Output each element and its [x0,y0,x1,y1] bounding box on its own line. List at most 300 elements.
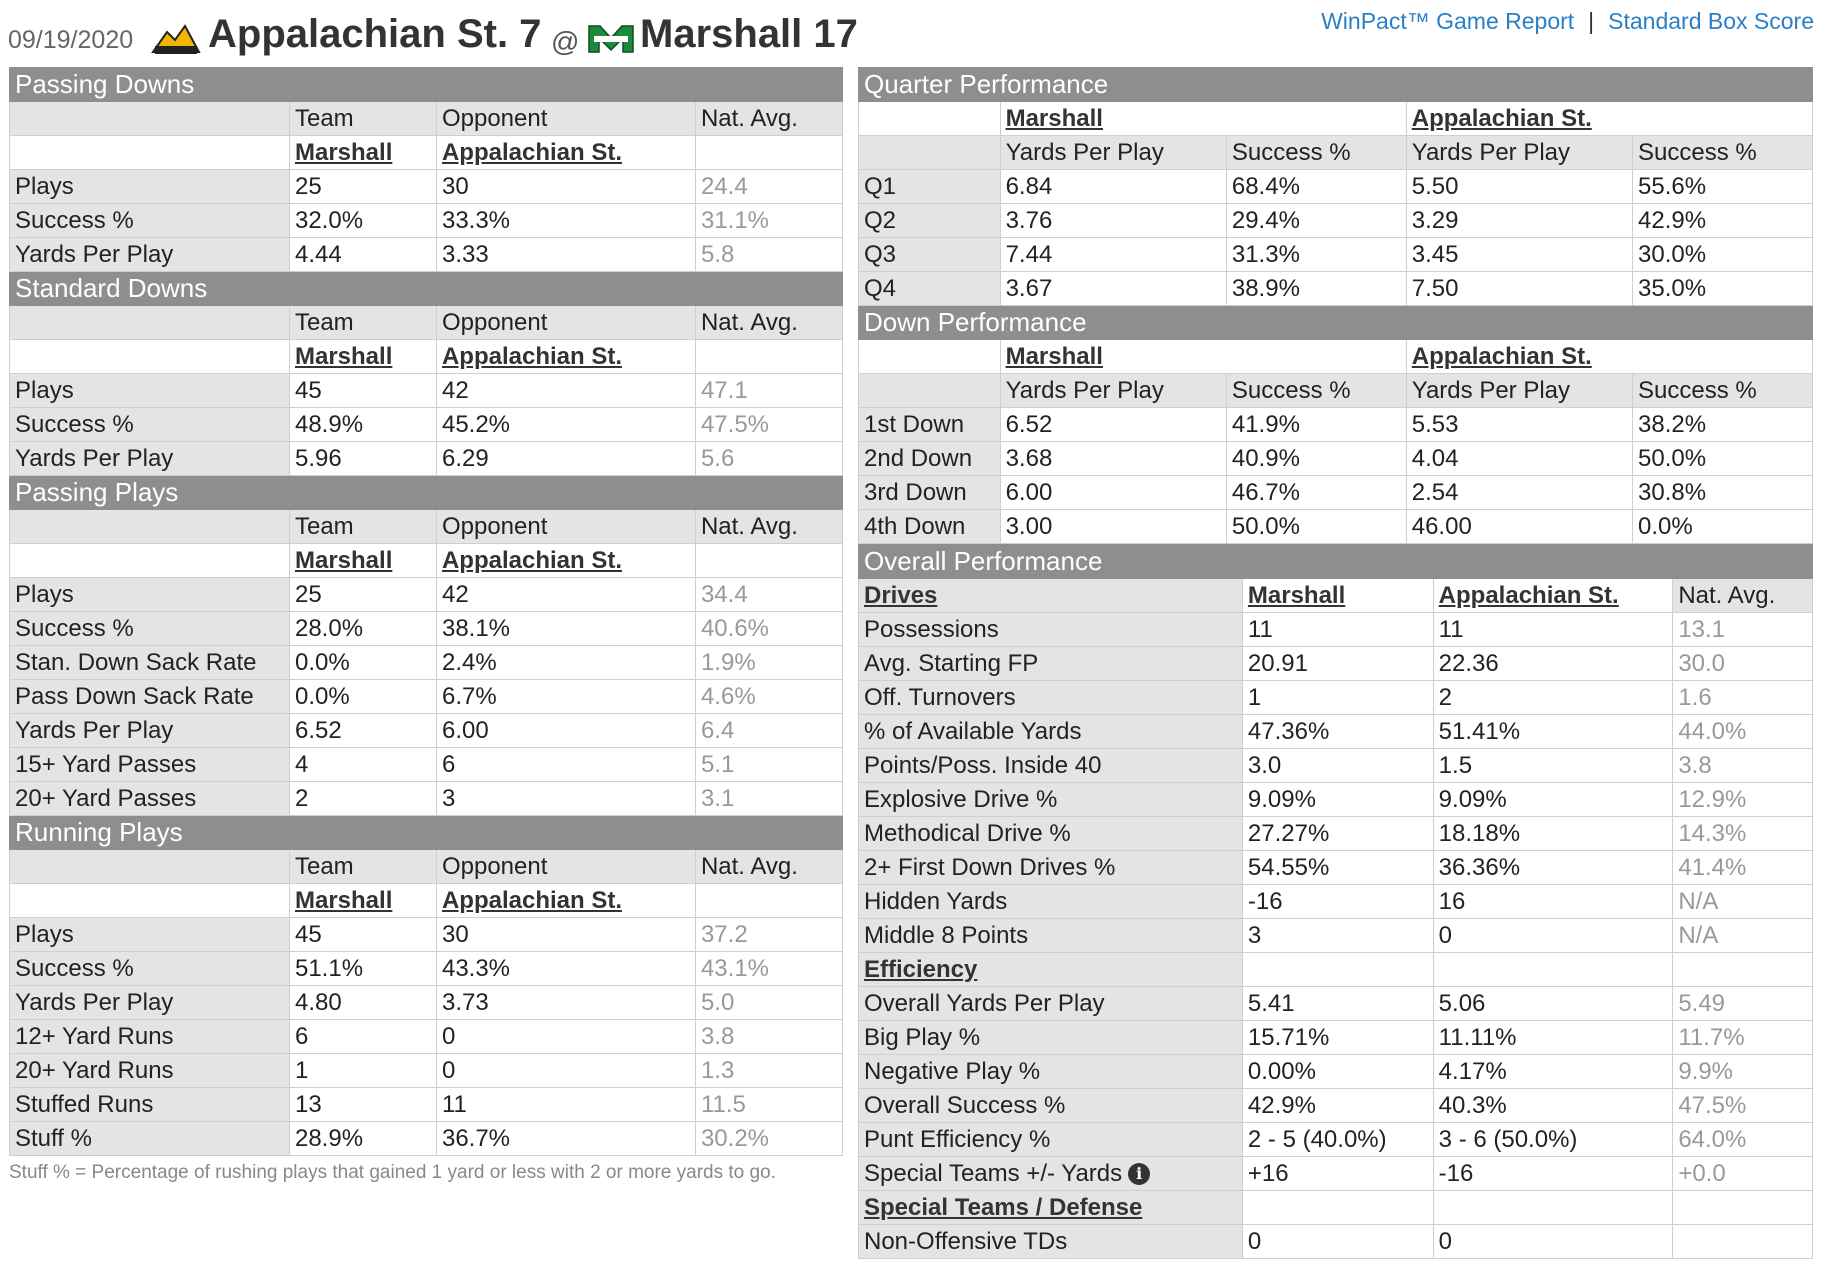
nat-avg-value: 5.8 [695,238,842,272]
nat-avg-value: 3.1 [695,782,842,816]
team1-ypp: 6.84 [1000,170,1226,204]
special-teams-defense-row [859,1191,1813,1225]
section-header-down [859,306,1813,340]
nat-avg-value: 47.1 [695,374,842,408]
nat-avg-column-header: Nat. Avg. [695,850,842,884]
team1-value: 0 [1242,1225,1433,1259]
stat-row [10,680,843,714]
blank-cell [859,136,1001,170]
team1-header [1242,579,1433,613]
opponent-value: 38.1% [436,612,695,646]
team-name-row [859,102,1813,136]
team-name-row [859,340,1813,374]
stat-label: Middle 8 Points [859,919,1243,953]
team1-ypp: 7.44 [1000,238,1226,272]
team2-ypp: 2.54 [1406,476,1632,510]
blank-cell [10,510,290,544]
team1-ypp: 3.67 [1000,272,1226,306]
stat-label: Non-Offensive TDs [859,1225,1243,1259]
stat-row [10,714,843,748]
opponent-value: 3.33 [436,238,695,272]
team-name-cell [289,136,436,170]
nat-avg-value: 5.49 [1673,987,1813,1021]
team-name-link[interactable]: Marshall [294,546,393,574]
stat-row [10,442,843,476]
section-title: Passing Plays [10,476,843,510]
team-value: 2 [289,782,436,816]
team-value: 13 [289,1088,436,1122]
row-label: Q4 [859,272,1001,306]
stat-row [10,408,843,442]
team-name-link[interactable]: Marshall [294,886,393,914]
stat-label: 12+ Yard Runs [10,1020,290,1054]
opponent-name-cell [436,544,695,578]
nat-avg-value: 64.0% [1673,1123,1813,1157]
team2-value: 1.5 [1433,749,1673,783]
opponent-value: 30 [436,170,695,204]
overall-stat-row [859,1157,1813,1191]
overall-stat-row [859,919,1813,953]
section-header-passing-downs [10,68,843,102]
overall-stat-row [859,1055,1813,1089]
team1-success: 50.0% [1226,510,1406,544]
nat-avg-value: 5.0 [695,986,842,1020]
team-name-row [10,340,843,374]
nat-avg-value: 44.0% [1673,715,1813,749]
stat-label: Success % [10,204,290,238]
opponent-name-link[interactable]: Appalachian St. [441,342,623,370]
team1-value: 0.00% [1242,1055,1433,1089]
team-name-link[interactable]: Marshall [294,138,393,166]
efficiency-header [859,953,1243,987]
right-column [858,67,1813,1259]
stat-label: Avg. Starting FP [859,647,1243,681]
opponent-value: 2.4% [436,646,695,680]
team2-name-cell [1406,102,1812,136]
stat-label: Plays [10,578,290,612]
blank-cell [10,102,290,136]
team2-ypp: 7.50 [1406,272,1632,306]
team2-success: 30.8% [1633,476,1813,510]
section-header-quarter [859,68,1813,102]
team2-ypp: 3.29 [1406,204,1632,238]
team1-name-link[interactable]: Marshall [1005,342,1103,370]
stat-label: 2+ First Down Drives % [859,851,1243,885]
nat-avg-column-header: Nat. Avg. [695,102,842,136]
opponent-value: 36.7% [436,1122,695,1156]
stat-label: 20+ Yard Runs [10,1054,290,1088]
drives-header-row [859,579,1813,613]
opponent-value: 33.3% [436,204,695,238]
stat-row [10,612,843,646]
stat-label: Points/Poss. Inside 40 [859,749,1243,783]
stat-label: Plays [10,374,290,408]
down-row [859,442,1813,476]
opponent-name-link[interactable]: Appalachian St. [441,886,623,914]
section-title: Down Performance [859,306,1813,340]
efficiency-link[interactable]: Efficiency [864,955,978,983]
appalachian-mountaineer-logo-icon [151,22,201,56]
team2-value: 11.11% [1433,1021,1673,1055]
team1-value: 5.41 [1242,987,1433,1021]
winpact-report-link[interactable]: WinPact™ Game Report [1321,8,1575,34]
column-header-row [859,136,1813,170]
opponent-value: 42 [436,578,695,612]
nat-avg-value: N/A [1673,885,1813,919]
marshall-m-logo-icon [586,22,636,56]
team-value: 6.52 [289,714,436,748]
blank-cell [10,306,290,340]
blank-cell [1673,1191,1813,1225]
section-title: Passing Downs [10,68,843,102]
stat-label: Punt Efficiency % [859,1123,1243,1157]
left-column [9,67,843,1184]
team1-value: 47.36% [1242,715,1433,749]
quarter-row [859,238,1813,272]
team2-ypp: 3.45 [1406,238,1632,272]
team-value: 28.9% [289,1122,436,1156]
stuff-footnote: Stuff % = Percentage of rushing plays that gained 1 yard or less with 2 or more yards to go. [9,1162,776,1183]
team-name-row [10,136,843,170]
nat-avg-value: 14.3% [1673,817,1813,851]
ypp-header: Yards Per Play [1000,136,1226,170]
opponent-value: 0 [436,1020,695,1054]
blank-cell [10,884,290,918]
team2-success: 35.0% [1633,272,1813,306]
overall-stat-row [859,851,1813,885]
section-title: Standard Downs [10,272,843,306]
team2-success: 55.6% [1633,170,1813,204]
drives-link[interactable]: Drives [864,581,938,609]
stat-label: Plays [10,170,290,204]
team-name-row [10,544,843,578]
team-value: 6 [289,1020,436,1054]
stat-row [10,952,843,986]
team2-value: 11 [1433,613,1673,647]
blank-cell [695,884,842,918]
column-header-row [10,510,843,544]
nat-avg-value: 37.2 [695,918,842,952]
overall-stat-row [859,783,1813,817]
nat-avg-value: 3.8 [695,1020,842,1054]
nat-avg-value: 30.0 [1673,647,1813,681]
blank-cell [10,544,290,578]
stat-label: Yards Per Play [10,238,290,272]
column-header-row [10,306,843,340]
team1-ypp: 3.00 [1000,510,1226,544]
overall-table [858,544,1813,1259]
team1-ypp: 6.52 [1000,408,1226,442]
stat-label: Stuffed Runs [10,1088,290,1122]
row-label: Q2 [859,204,1001,238]
blank-cell [695,136,842,170]
section-header-running-plays [10,816,843,850]
team2-value: 22.36 [1433,647,1673,681]
stat-row [10,374,843,408]
report-header [8,6,1814,62]
stat-label: Success % [10,952,290,986]
nat-avg-value: 24.4 [695,170,842,204]
team-value: 32.0% [289,204,436,238]
opponent-value: 11 [436,1088,695,1122]
row-label: Q3 [859,238,1001,272]
team-value: 5.96 [289,442,436,476]
nat-avg-value: 1.3 [695,1054,842,1088]
team-value: 48.9% [289,408,436,442]
team1-value: 11 [1242,613,1433,647]
nat-avg-header: Nat. Avg. [1673,579,1813,613]
team1-success: 68.4% [1226,170,1406,204]
nat-avg-value: 4.6% [695,680,842,714]
team2-value: 9.09% [1433,783,1673,817]
row-label: 4th Down [859,510,1001,544]
blank-cell [859,340,1001,374]
team-name-row [10,884,843,918]
success-header: Success % [1226,374,1406,408]
nat-avg-value: 30.2% [695,1122,842,1156]
stat-row [10,204,843,238]
team1-name-link[interactable]: Marshall [1005,104,1103,132]
overall-stat-row [859,1225,1813,1259]
stat-row [10,782,843,816]
success-header: Success % [1226,136,1406,170]
team2-success: 0.0% [1633,510,1813,544]
section-header-passing-plays [10,476,843,510]
game-date: 09/19/2020 [8,26,134,54]
stat-label: Methodical Drive % [859,817,1243,851]
nat-avg-value: 6.4 [695,714,842,748]
opponent-name-link[interactable]: Appalachian St. [441,138,623,166]
stat-label: % of Available Yards [859,715,1243,749]
team1-value: -16 [1242,885,1433,919]
team1-ypp: 3.68 [1000,442,1226,476]
stat-row [10,748,843,782]
team1-value: 9.09% [1242,783,1433,817]
team1-success: 29.4% [1226,204,1406,238]
team1-success: 31.3% [1226,238,1406,272]
stat-row [10,238,843,272]
team1-name-link[interactable]: Marshall [1247,581,1346,609]
team1-value: 3 [1242,919,1433,953]
nat-avg-value: 3.8 [1673,749,1813,783]
stat-label: Stan. Down Sack Rate [10,646,290,680]
nat-avg-value: 47.5% [1673,1089,1813,1123]
nat-avg-value: 13.1 [1673,613,1813,647]
blank-cell [1242,953,1433,987]
blank-cell [1433,953,1673,987]
opponent-value: 3 [436,782,695,816]
opponent-column-header: Opponent [436,850,695,884]
team2-value: 36.36% [1433,851,1673,885]
down-row [859,476,1813,510]
team1-value: 3.0 [1242,749,1433,783]
stat-row [10,646,843,680]
team2-value: 51.41% [1433,715,1673,749]
team2-value: 2 [1433,681,1673,715]
overall-stat-row [859,647,1813,681]
row-label: 1st Down [859,408,1001,442]
team2-ypp: 5.50 [1406,170,1632,204]
column-header-row [10,850,843,884]
section-header-standard-downs [10,272,843,306]
team1-value: 42.9% [1242,1089,1433,1123]
stat-label: Yards Per Play [10,986,290,1020]
team2-success: 42.9% [1633,204,1813,238]
team-name-cell [289,544,436,578]
team2-value: 18.18% [1433,817,1673,851]
stat-row [10,1122,843,1156]
special-teams-defense-header [859,1191,1243,1225]
blank-cell [1673,953,1813,987]
overall-stat-row [859,681,1813,715]
team-value: 25 [289,170,436,204]
overall-stat-row [859,715,1813,749]
blank-cell [695,340,842,374]
nat-avg-value: 43.1% [695,952,842,986]
team-name-cell [289,884,436,918]
nat-avg-value: 47.5% [695,408,842,442]
blank-cell [10,340,290,374]
team2-value: 40.3% [1433,1089,1673,1123]
stat-row [10,918,843,952]
team2-ypp: 4.04 [1406,442,1632,476]
nat-avg-value: 5.6 [695,442,842,476]
team2-name-link[interactable]: Appalachian St. [1438,581,1619,609]
team-value: 4.44 [289,238,436,272]
nat-avg-value [1673,1225,1813,1259]
overall-stat-row [859,987,1813,1021]
team-value: 51.1% [289,952,436,986]
nat-avg-value: 9.9% [1673,1055,1813,1089]
stat-row [10,170,843,204]
nat-avg-column-header: Nat. Avg. [695,510,842,544]
team2-header [1433,579,1673,613]
team1-value: 20.91 [1242,647,1433,681]
overall-stat-row [859,1123,1813,1157]
team-name-cell [289,340,436,374]
at-symbol: @ [551,26,580,57]
team2-name-cell [1406,340,1812,374]
success-header: Success % [1633,136,1813,170]
team2-success: 50.0% [1633,442,1813,476]
stat-row [10,1020,843,1054]
team2-name-link[interactable]: Appalachian St. [1411,342,1592,370]
overall-stat-row [859,1089,1813,1123]
team2-name-link[interactable]: Appalachian St. [1411,104,1592,132]
info-icon[interactable]: i [1128,1163,1150,1185]
opponent-value: 42 [436,374,695,408]
team2-value: 4.17% [1433,1055,1673,1089]
overall-stat-row [859,749,1813,783]
efficiency-row [859,953,1813,987]
team1-name-cell [1000,102,1406,136]
team1-value: 27.27% [1242,817,1433,851]
stat-label: Success % [10,408,290,442]
team2-value: 16 [1433,885,1673,919]
opponent-value: 30 [436,918,695,952]
ypp-header: Yards Per Play [1406,374,1632,408]
success-header: Success % [1633,374,1813,408]
nat-avg-value: 41.4% [1673,851,1813,885]
opponent-value: 6.29 [436,442,695,476]
blank-cell [1433,1191,1673,1225]
opponent-name-cell [436,136,695,170]
opponent-value: 3.73 [436,986,695,1020]
team1-success: 40.9% [1226,442,1406,476]
team-column-header: Team [289,510,436,544]
team-column-header: Team [289,850,436,884]
stat-label: 15+ Yard Passes [10,748,290,782]
special-teams-defense-link[interactable]: Special Teams / Defense [864,1193,1143,1221]
team2-ypp: 5.53 [1406,408,1632,442]
nat-avg-value: +0.0 [1673,1157,1813,1191]
nat-avg-value: 1.9% [695,646,842,680]
team1-value: 54.55% [1242,851,1433,885]
stat-label: Plays [10,918,290,952]
quarter-down-table [858,67,1813,544]
team2-success: 38.2% [1633,408,1813,442]
team1-success: 41.9% [1226,408,1406,442]
column-header-row [859,374,1813,408]
row-label: 2nd Down [859,442,1001,476]
stat-label: Possessions [859,613,1243,647]
quarter-row [859,204,1813,238]
team1-success: 38.9% [1226,272,1406,306]
column-header-row [10,102,843,136]
nat-avg-value: 11.7% [1673,1021,1813,1055]
away-team-score: Appalachian St. 7 [208,12,542,56]
team-value: 28.0% [289,612,436,646]
team1-name-cell [1000,340,1406,374]
nat-avg-value: 12.9% [1673,783,1813,817]
standard-box-score-link[interactable]: Standard Box Score [1608,8,1814,34]
stat-row [10,578,843,612]
stat-label: Off. Turnovers [859,681,1243,715]
blank-cell [859,374,1001,408]
blank-cell [695,544,842,578]
section-title: Quarter Performance [859,68,1813,102]
nat-avg-value: 1.6 [1673,681,1813,715]
team2-value: 0 [1433,1225,1673,1259]
nat-avg-value: 31.1% [695,204,842,238]
left-stats-table [9,67,843,1156]
nat-avg-value: 34.4 [695,578,842,612]
team-value: 4 [289,748,436,782]
link-separator: | [1588,8,1595,34]
team-column-header: Team [289,306,436,340]
nat-avg-value: 11.5 [695,1088,842,1122]
opponent-name-link[interactable]: Appalachian St. [441,546,623,574]
team-name-link[interactable]: Marshall [294,342,393,370]
opponent-column-header: Opponent [436,306,695,340]
team-value: 25 [289,578,436,612]
blank-cell [859,102,1001,136]
team1-value: 1 [1242,681,1433,715]
section-title: Running Plays [10,816,843,850]
blank-cell [10,136,290,170]
stat-label: Yards Per Play [10,714,290,748]
down-row [859,408,1813,442]
opponent-value: 6.00 [436,714,695,748]
home-team-score: Marshall 17 [640,12,858,56]
team2-value: 5.06 [1433,987,1673,1021]
special-teams-yards-label: Special Teams +/- Yards [864,1159,1123,1187]
nat-avg-value: N/A [1673,919,1813,953]
opponent-value: 6.7% [436,680,695,714]
section-title: Overall Performance [859,545,1813,579]
row-label: Q1 [859,170,1001,204]
opponent-name-cell [436,884,695,918]
